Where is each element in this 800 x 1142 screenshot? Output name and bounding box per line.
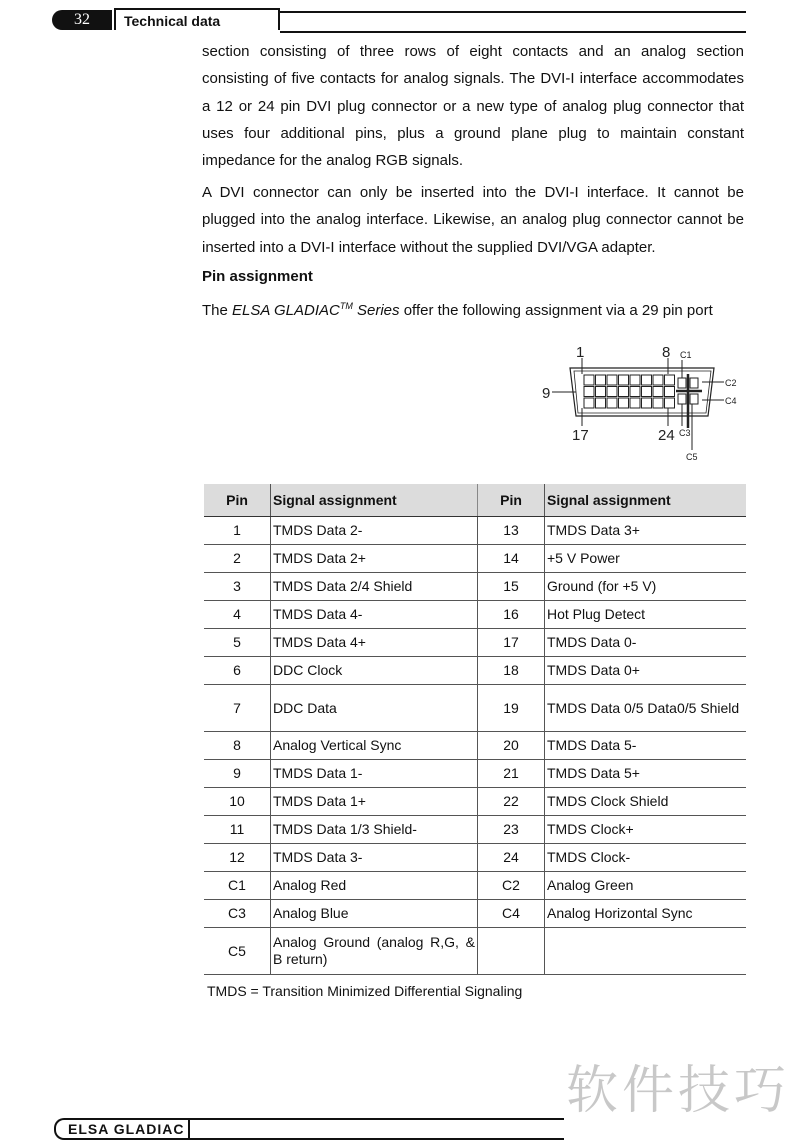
digital-pin-3 [607,375,617,385]
header-signal-2: Signal assignment [545,484,747,517]
digital-pin-24 [665,398,675,408]
digital-pin-7 [653,375,663,385]
table-row [204,685,746,732]
pin-cell: 23 [478,816,545,844]
pin-cell: C5 [204,928,271,975]
pin-cell: 12 [204,844,271,872]
pin-cell: 15 [478,573,545,601]
signal-cell: TMDS Data 3+ [545,517,747,545]
digital-pin-23 [653,398,663,408]
pin-cell: 19 [478,685,545,732]
signal-cell: TMDS Clock- [545,844,747,872]
intro-pre: The [202,302,233,319]
footer-separator [188,1118,190,1140]
digital-pin-15 [653,387,663,397]
footer-rule-bottom [190,1138,564,1140]
paragraph-connector-note: A DVI connector can only be inserted into the DVI-I interface. It cannot be plugged into the analog interface. Likewise, an analog plug connector cannot be inserted into a DVI-I interface without the supplied DVI/VGA adapter. [202,184,744,256]
section-title: Technical data [114,8,280,30]
pin-cell: 13 [478,517,545,545]
table-row [204,629,746,657]
digital-pin-5 [630,375,640,385]
label-pin-17: 17 [572,427,589,444]
signal-cell: Analog Green [545,872,747,900]
digital-pin-20 [619,398,629,408]
digital-pin-22 [642,398,652,408]
digital-pin-19 [607,398,617,408]
digital-pin-8 [665,375,675,385]
signal-cell: Ground (for +5 V) [545,573,747,601]
digital-pin-1 [584,375,594,385]
digital-pin-18 [596,398,606,408]
table-row [204,788,746,816]
label-pin-8: 8 [662,344,671,361]
signal-cell: TMDS Data 1+ [271,788,478,816]
pin-grid [584,375,675,408]
signal-cell: TMDS Data 2/4 Shield [271,573,478,601]
page-number: 32 [52,10,112,30]
table-row [204,900,746,928]
header-pin: Pin [204,484,271,517]
product-series: Series [352,302,400,319]
digital-pin-17 [584,398,594,408]
digital-pin-2 [596,375,606,385]
pin-cell: 1 [204,517,271,545]
pin-cell: 2 [204,545,271,573]
digital-pin-10 [596,387,606,397]
page-footer [54,1118,564,1140]
header-signal: Signal assignment [271,484,478,517]
page-header [52,6,746,32]
digital-pin-4 [619,375,629,385]
pin-cell: C3 [204,900,271,928]
dvi-connector-diagram [536,342,746,466]
label-c3: C3 [679,428,691,438]
trademark-mark: TM [339,301,353,311]
pin-cell: 20 [478,732,545,760]
signal-cell: TMDS Data 5+ [545,760,747,788]
pin-cell: 22 [478,788,545,816]
digital-pin-12 [619,387,629,397]
signal-cell: Analog Horizontal Sync [545,900,747,928]
label-c4: C4 [725,396,737,406]
signal-cell: +5 V Power [545,545,747,573]
signal-cell: TMDS Data 4+ [271,629,478,657]
signal-cell: TMDS Clock Shield [545,788,747,816]
signal-cell: TMDS Data 1/3 Shield- [271,816,478,844]
digital-pin-21 [630,398,640,408]
pin-cell: 11 [204,816,271,844]
table-row [204,657,746,685]
digital-pin-13 [630,387,640,397]
label-pin-9: 9 [542,385,551,402]
pin-cell: 14 [478,545,545,573]
pin-cell: 10 [204,788,271,816]
pin-cell: C1 [204,872,271,900]
pin-c3 [678,394,686,404]
pin-cell: 21 [478,760,545,788]
footnote: TMDS = Transition Minimized Differential Signaling [207,983,523,999]
pin-cell: 18 [478,657,545,685]
signal-cell: DDC Clock [271,657,478,685]
pin-cell: 5 [204,629,271,657]
label-pin-1: 1 [576,344,585,361]
pin-c4 [690,394,698,404]
label-c5: C5 [686,452,698,462]
intro-post: offer the following assignment via a 29 pin port [399,302,713,319]
signal-cell: TMDS Data 5- [545,732,747,760]
table-row [204,601,746,629]
pin-cell: 24 [478,844,545,872]
table-row [204,844,746,872]
pin-c1 [678,378,686,388]
label-pin-24: 24 [658,427,675,444]
pin-cell: 8 [204,732,271,760]
label-c1: C1 [680,350,692,360]
signal-cell: TMDS Data 2+ [271,545,478,573]
signal-cell: TMDS Clock+ [545,816,747,844]
footer-rule [190,1118,564,1120]
footer-brand: ELSA GLADIAC [54,1118,188,1140]
pin-cell: 16 [478,601,545,629]
table-row [204,872,746,900]
pin-cell: 17 [478,629,545,657]
table-row [204,545,746,573]
header-rule [280,11,746,13]
pin-cell [478,928,545,975]
table-row [204,928,746,975]
signal-cell: Hot Plug Detect [545,601,747,629]
watermark: 软件技巧 [566,1061,791,1121]
signal-cell: TMDS Data 0+ [545,657,747,685]
table-row [204,517,746,545]
product-name: ELSA GLADIAC [232,302,340,319]
pin-cell: 7 [204,685,271,732]
digital-pin-9 [584,387,594,397]
signal-cell: TMDS Data 1- [271,760,478,788]
digital-pin-11 [607,387,617,397]
pin-cell: 9 [204,760,271,788]
signal-cell: TMDS Data 2- [271,517,478,545]
pin-cell: 6 [204,657,271,685]
table-row [204,732,746,760]
pin-cell: C2 [478,872,545,900]
header-pin-2: Pin [478,484,545,517]
section-heading: Pin assignment [202,268,313,285]
signal-cell [545,928,747,975]
signal-cell: Analog Vertical Sync [271,732,478,760]
table-row [204,573,746,601]
label-c2: C2 [725,378,737,388]
header-rule-bottom [280,31,746,33]
signal-cell: DDC Data [271,685,478,732]
signal-cell: Analog Blue [271,900,478,928]
digital-pin-6 [642,375,652,385]
pin-c2 [690,378,698,388]
pin-cell: C4 [478,900,545,928]
table-row [204,816,746,844]
signal-cell: TMDS Data 0/5 Data0/5 Shield [545,685,747,732]
signal-cell: TMDS Data 0- [545,629,747,657]
table-header-row [204,484,746,517]
digital-pin-16 [665,387,675,397]
signal-cell: Analog Red [271,872,478,900]
pin-assignment-table [204,484,746,975]
pin-cell: 3 [204,573,271,601]
signal-cell: TMDS Data 3- [271,844,478,872]
table-row [204,760,746,788]
pin-cell: 4 [204,601,271,629]
signal-cell: Analog Ground (analog R,G, & B return) [271,928,478,975]
paragraph-dvi-description: section consisting of three rows of eight contacts and an analog section consisting of five contacts for analog signals. The DVI-I interface accommodates a 12 or 24 pin DVI plug connector or a new type of analog plug connector that uses four additional pins, plus a ground plane plug to maintain constant impedance for the analog RGB signals. [202,43,744,170]
signal-cell: TMDS Data 4- [271,601,478,629]
digital-pin-14 [642,387,652,397]
intro-line [202,301,713,319]
